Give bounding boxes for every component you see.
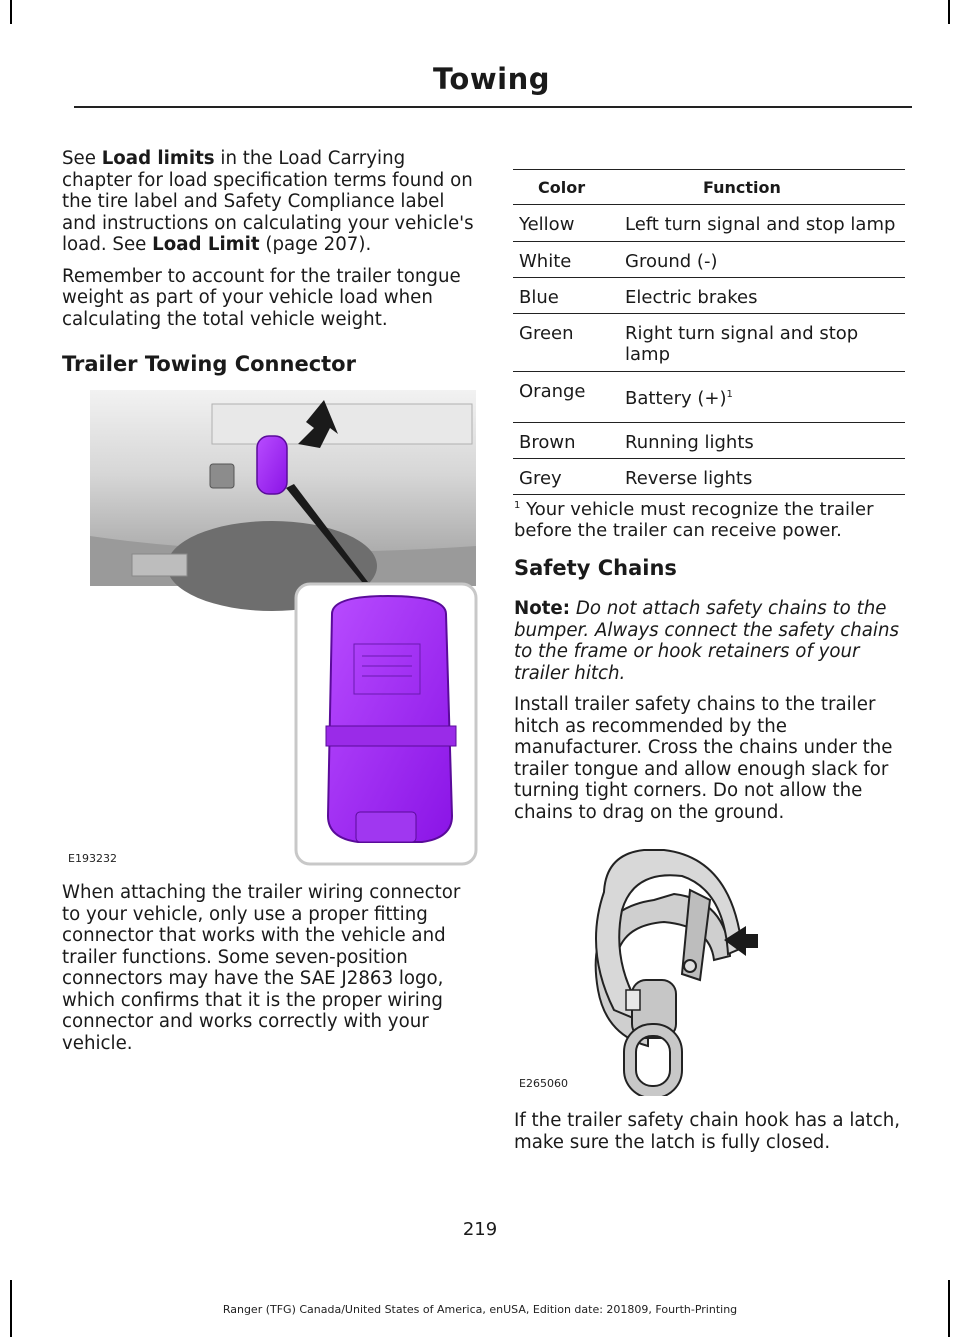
text: Battery (+) <box>625 388 727 409</box>
text: (page 207). <box>259 234 372 255</box>
connector-cover-shape <box>328 596 452 842</box>
text: in the Load Carrying chapter for load specification terms found on the tire label and Safety Compliance label and instructions on calculating your vehicle's load. See <box>62 148 474 255</box>
note-label: Note: <box>514 598 571 619</box>
footnote-mark: 1 <box>514 500 521 511</box>
connector-paragraph <box>62 882 478 1054</box>
trailer-connector-illustration <box>62 386 480 870</box>
table-row <box>513 314 905 372</box>
header-divider <box>74 106 912 108</box>
text: When attaching the trailer wiring connector to your vehicle, only use a proper fitting connector that works with the vehicle and trailer functions. Some seven-position connectors may have the SAE J2863 logo, which confirms that it is the proper wiring connector and works correctly with your vehicle. <box>62 882 461 1054</box>
figure-code-e193232: E193232 <box>68 852 117 865</box>
load-limits-paragraph <box>62 148 478 256</box>
text: Your vehicle must recognize the trailer before the trailer can receive power. <box>514 499 874 541</box>
safety-chain-hook-illustration <box>514 830 908 1096</box>
table-row <box>513 423 905 459</box>
edition-footer: Ranger (TFG) Canada/United States of America, enUSA, Edition date: 201809, Fourth-Printing <box>222 1303 738 1316</box>
note-text: Do not attach safety chains to the bumper. Always connect the safety chains to the frame or hook retainers of your trailer hitch. <box>514 598 899 684</box>
table-row <box>513 205 905 242</box>
safety-chains-section <box>514 556 908 823</box>
table-cell: Left turn signal and stop lamp <box>619 205 905 242</box>
tongue-weight-paragraph: Remember to account for the trailer tongue weight as part of your vehicle load when calculating the total vehicle weight. <box>62 265 461 330</box>
connector-location-shape <box>257 436 287 494</box>
table-footnote <box>514 495 904 541</box>
table-row <box>513 278 905 314</box>
text: If the trailer safety chain hook has a latch, make sure the latch is fully closed. <box>514 1110 900 1153</box>
load-limits-link[interactable]: Load limits <box>101 148 215 169</box>
table-header-row <box>513 170 905 205</box>
load-limit-link[interactable]: Load Limit <box>152 234 260 255</box>
latch-paragraph <box>514 1110 908 1153</box>
table-cell: Yellow <box>513 205 619 242</box>
footnote-ref: 1 <box>726 389 733 400</box>
page-title: Towing <box>433 62 550 96</box>
figure-code-e265060: E265060 <box>519 1077 568 1090</box>
section-heading-safety-chains: Safety Chains <box>514 556 677 580</box>
table-cell: Right turn signal and stop lamp <box>619 314 905 372</box>
table-cell-battery <box>619 372 905 423</box>
table-header-function: Function <box>619 170 905 205</box>
table-cell: Running lights <box>619 423 905 459</box>
page-number: 219 <box>462 1219 498 1240</box>
left-column <box>62 148 478 376</box>
wiring-color-table <box>513 169 905 495</box>
install-chains-paragraph: Install trailer safety chains to the trailer hitch as recommended by the manufacturer. Cross the chains under the trailer tongue and allow enough slack for turning tight corners. Do not allow the chains to drag on the ground. <box>514 694 893 823</box>
section-heading-connector: Trailer Towing Connector <box>62 352 356 376</box>
table-cell: Electric brakes <box>619 278 905 314</box>
text: See <box>62 148 102 169</box>
crop-mark-top-right <box>948 0 950 24</box>
table-cell: Reverse lights <box>619 459 905 495</box>
table-row <box>513 242 905 278</box>
table-cell: Grey <box>513 459 619 495</box>
table-row <box>513 459 905 495</box>
table-cell: Orange <box>513 372 619 423</box>
table-cell: Green <box>513 314 619 372</box>
table-cell: White <box>513 242 619 278</box>
table-cell: Blue <box>513 278 619 314</box>
note-paragraph <box>514 598 908 684</box>
table-header-color: Color <box>513 170 619 205</box>
crop-mark-top-left <box>10 0 12 24</box>
table-row <box>513 372 905 423</box>
table-cell: Ground (-) <box>619 242 905 278</box>
table-cell: Brown <box>513 423 619 459</box>
